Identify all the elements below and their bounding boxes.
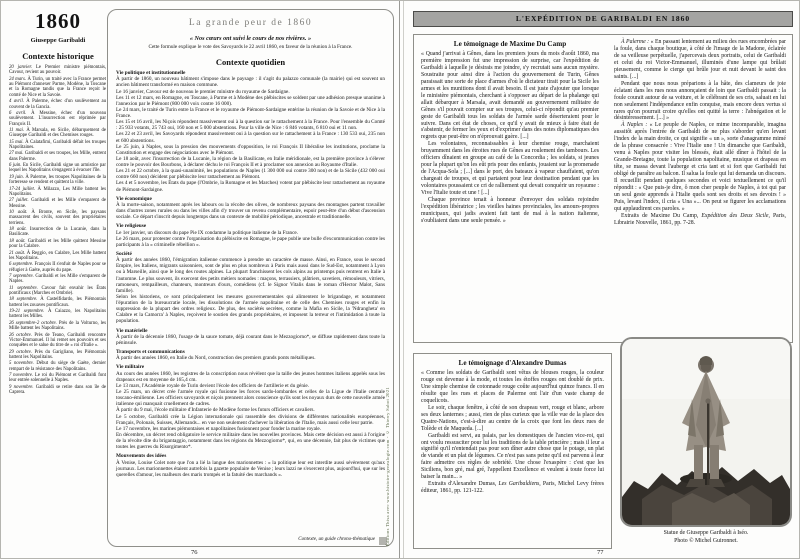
context-sections (116, 70, 385, 478)
du-camp-text-2 (614, 39, 786, 227)
dumas-box (413, 353, 612, 549)
chronology-entry: 6 avril. À Messine, échec d'un nouveau soulèvement. L'insurrection est réprimée par François II. (9, 110, 106, 127)
section-paragraph: En décembre, un décret rend obligatoire le service militaire dans les nouvelles provinces. Mais cette décision est aussi à l'origine de la révolte dite du brigantaggio, notamment dans les régions du Mezzogiorno*, qui, en une décennie, fait plus de victimes que toutes les guerres du Risorgimento*. (116, 431, 385, 451)
chronology-entry: 20 janvier. Le Premier ministre piémontais, Cavour, revient au pouvoir. (9, 65, 107, 76)
section-paragraph: Le 24 mars, le traité de Turin entre la France et le royaume de Piémont-Sardaigne entérine la réunion de la Savoie et de Nice à la France. (116, 106, 385, 119)
du-camp-box (413, 34, 793, 343)
chronology-entry: 19-21 septembre. À Caiazzo, les Napolitains battent les Milles. (9, 309, 106, 320)
source-attribution: Extraits de Maxime Du Camp, Expédition des Deux Sicile, Paris, Librairie Nouvelle, 1861, pp. 7-28. (614, 212, 786, 226)
page-number-left: 76 (191, 549, 198, 556)
box-title: La grande peur de 1860 (188, 18, 313, 28)
chronology-entry: 26 septembre-2 octobre. Près de la Volturno, les Mille battent les Napolitains. (9, 320, 106, 332)
section-paragraph: Les 4 et 5 novembre, les États du pape (l'Ombrie, la Romagne et les Marches) votent par plébiscite leur rattachement au royaume de Piémont-Sardaigne. (116, 180, 385, 193)
testimony-paragraph: « Quand j'arrivai à Gênes, dans les premiers jours du mois d'août 1860, ma première impression fut une impression de surprise, car l'expédition de Garibaldi à laquelle je désirais me joindre, s'y recrutait sans aucun mystère. Soustraite pour ainsi dire à l'action du gouvernement de Turin, Gênes paraissait une sorte de place d'armes d'où le dictateur tirait pour la Sicile les armes et les munitions dont il avait besoin. Il est juste d'ajouter que lorsque le ministère piémontais, cherchant à s'opposer au départ de la phalange qui allait débarquer à Marsala, avait demandé au gouvernement militaire de Gênes s'il pouvait compter sur ses troupes, celui-ci répondit qu'au premier geste de Garibaldi tous les soldats de l'armée sarde déserteraient pour le suivre. Dans cet état de choses, ce qu'il y avait de mieux à faire était de s'abstenir, de fermer les yeux et d'exprimer dans des notes diplomatiques des regrets que peut-être on n'éprouvait guère. [...] (421, 51, 599, 141)
section-paragraph: À partir des années 1860, l'émigration italienne commence à prendre un caractère de masse. Ainsi, en France, sous le second Empire, les Italiens, migrants saisonniers, sont de plus en plus nombreux à Paris mais aussi dans le Sud-Est, notamment à Lyon ou à Marseille, ainsi que le long des routes alpines. La plupart franchissent les cols alpins au printemps puis rentrent en Italie à l'automne. Le plus souvent, ils exercent des petits métiers nomades : maçons, terrassiers, plâtriers, savetiers, rémouleurs, vitriers, ramoneurs, rempailleurs, chanteurs, montreurs d'ours, comédiens (cf. le Signor Vitalis dans le roman d'Hector Malot, Sans famille). (116, 257, 385, 294)
chronology-entry: 4 avril. À Palerme, échec d'un soulèvement au couvent de la Gancia. (9, 99, 106, 110)
chronology-entry: 26 octobre. Près de Teano, Garibaldi rencontre Victor-Emmanuel. Il lui remet ses pouvoirs et ses conquêtes et le salue du titre de « roi d'Italie ». (9, 332, 106, 349)
section-heading: Vie militaire (116, 364, 145, 371)
garibaldi-statue-illustration (622, 339, 790, 525)
chronology-entry: 5 novembre. Début du siège de Gaète, dernier rempart de la résistance des Napolitains. (9, 361, 106, 372)
section-paragraph: Au cours des années 1860, les registres de la conscription nous révèlent que la taille des jeunes hommes italiens appelés sous les drapeaux est en moyenne de 165,4 cm. (116, 370, 385, 383)
page-gutter-line-2 (403, 1, 404, 558)
dumas-text (421, 370, 604, 495)
year-title: 1860 (35, 9, 81, 33)
chronology-entry: 17-24 juillet. À Milazzo, Les Mille battent les Napolitains. (9, 186, 107, 197)
section-heading: Vie politique et institutionnelle (116, 70, 186, 76)
testimony-paragraph: À Palerme : « En passant lentement au milieu des rues encombrées par la foule, dans chaque boutique, à côté de l'image de la Madone, éclairée de sa veilleuse perpétuelle, j'apercevais deux portraits, celui de Garibaldi et celui du roi Victor-Emmanuel, illuminés d'une lampe qui brûlait pieusement, comme le cierge qui brûle jour et nuit devant le saint des saints. [...] (614, 39, 786, 80)
chronology-entry: 6 septembre. François II s'enfuit de Naples pour se réfugier à Gaète, auprès du pape. (9, 262, 107, 273)
chronology-entry: 6 juin. En Sicile, Garibaldi signe un armistice par lequel les Napolitains s'engagent à évacuer l'île. (9, 163, 106, 174)
chronology-entry: 19 juin. À Palerme, les troupes Napolitaines de la forteresse se rendent et quittent la ville. (9, 174, 106, 186)
chronology-entry: 27 mai. Garibaldi et ses troupes, les Mille, entrent dans Palerme. (9, 151, 107, 162)
context-box (107, 9, 394, 547)
testimony-paragraph: À Naples : « Le peuple de Naples, ce mime incomparable, imagina aussitôt après l'entrée de Garibaldi de ne plus s'aborder qu'en levant l'index de la main droite, ce qui signifie « un », sorte d'anagramme mimé de la phrase consacrée : Vive l'Italie une ! Un dimanche que Garibaldi, venu à Naples pour visiter les blessés, était allé dîner à l'hôtel de la Grande-Bretagne, toute la population napolitaine, musique et drapeau en tête, se massa devant l'auberge et cria tant et si fort que Garibaldi fut obligé de paraître au balcon. Il salua la foule qui lui demanda un discours. Il recueillit pendant quelques secondes et voici textuellement ce qu'il répondit : « Que puis-je dire, ô mon cher peuple de Naples, à toi qui par un seul geste apprends à l'Italie quels sont ses droits et ses devoirs ! » Puis, levant l'index, il cria « Una »... On peut se figurer les acclamations qui applaudirent ces paroles. » (614, 122, 787, 212)
chronology-entry: 18 août. Insurrection de la Lucanie, dans la Basilicate. (9, 227, 106, 238)
section-paragraph: Le 16 janvier, Cavour est de nouveau le premier ministre du royaume de Sardaigne. (116, 88, 290, 95)
chronology-entry: 7 novembre. Le roi du Piémont et Garibaldi font leur entrée solennelle à Naples. (9, 373, 106, 384)
chapter-banner: L'EXPÉDITION DE GARIBALDI EN 1860 (413, 11, 793, 27)
testimony-paragraph: Le soir, chaque fenêtre, à côté de son drapeau vert, rouge et blanc, arbore ses deux lanternes ; aussi, rien de plus curieux que la ville vue de la place des Quatre-Nations, c'est-à-dire au centre de la croix que font les deux rues de Tolède et de Maqueda. [...] (421, 404, 604, 432)
testimony-paragraph: Les volontaires, reconnaissables à leur chemise rouge, marchaient bruyamment dans les étroites rues de Gênes au roulement des tambours. Les officiers dînaient en groupe au café de la Concordia ; les soldats, si jeunes pour la plupart qu'on les eût pris pour des enfants, jouaient sur la promenade de l'Acqua-Sola ; [...] dans le port, des bateaux à vapeur chauffaient, qu'on chargeait de troupes, et qui partaient pour leur destination pendant que les volontaires poussaient ce cri de ralliement qui devait conquérir un royaume : Vive l'Italie toute et une ! [...] (421, 141, 599, 197)
testimony-paragraph: « Comme les soldats de Garibaldi sont vêtus de blouses rouges, la couleur rouge est devenue à la mode, et toutes les étoffes rouges ont doublé de prix. Une simple chemise de cotonnade rouge coûte aujourd'hui quinze francs. Il en résulte que les rues et places de Palerme ont l'air d'un vaste champ de coquelicots. (421, 370, 604, 404)
statue-caption-line1: Statue de Giuseppe Garibaldi à Iséo. (663, 530, 749, 536)
section-heading: Mouvements des idées (116, 453, 167, 460)
section-paragraph: Le 25 juin, à Naples, sous la pression des mouvements d'opposition, le roi François II libéralise les institutions, proclame la Constitution et engage des négociations avec le Piémont. (116, 143, 385, 156)
chronology-entry: 10 août. À Bronte, en Sicile, les paysans massacrent des civils, souvent des propriétaires terriens. (9, 209, 106, 226)
dumas-heading: Le témoignage d'Alexandre Dumas (458, 359, 567, 367)
du-camp-text-1 (421, 51, 599, 225)
testimony-paragraph: Pendant que nous nous préparions à la hâte, des clameurs de joie éclatant dans les rues nous annonçaient de loin que Garibaldi passait : la foule courait autour de sa voiture, et le célébrant de ses cris, saluait en lui non seulement l'indépendance enfin conquise, mais encore deux vertus si rares qu'on pourrait croire qu'elles ont quitté la terre : l'abnégation et le désintéressement. [...] » (614, 80, 786, 122)
statue-caption (613, 530, 799, 545)
section-heading: Vie matérielle (116, 327, 148, 334)
statue-caption-line2: Photo © Michel Guironnet. (674, 537, 738, 544)
chronology-entry: 18 septembre. À Castelfidardo, les Piémontais battent les zouaves pontificaux. (9, 297, 106, 308)
page-gutter-line (399, 1, 400, 558)
chronology-entry: 11 mai. À Marsala, en Sicile, débarquement de Giuseppe Garibaldi et des Chemises rouges. (9, 127, 106, 139)
section-paragraph: Les 15 et 16 avril, les Niçois répondent massivement oui à la question sur le rattachement à la France. Pour l'ensemble du Comté : 25 933 votants, 25 743 oui, 160 non et 5 000 abstentions. Pour la ville de Nice : 6 846 votants, 6 810 oui et 11 non. (116, 119, 385, 132)
section-paragraph: Le 5 octobre, Garibaldi crée la Légion internationale qui rassemble des divisions de différentes nationalités européennes, Français, Polonais, Suisses, Allemands... en vue non seulement d'achever la libération de l'Italie, mais aussi celle leur patrie. (116, 413, 385, 426)
section-heading: Vie économique (116, 195, 152, 202)
section-paragraph: Les 22 et 23 avril, les Savoyards répondent massivement oui à la question sur le rattachement à la France : 130 533 oui, 235 non et 600 abstentions. (116, 131, 385, 144)
statue-photo (620, 337, 792, 527)
section-paragraph: À partir du 9 mai, l'école militaire d'Infanterie de Modène forme les futurs officiers et cavaliers. (116, 407, 315, 414)
section-paragraph: Le 17 novembre, les marines piémontaises et napolitaines fusionnent pour fonder la marine royale. (116, 425, 321, 432)
savoy-quote-note: Cette formule explique le vote des Savoyards le 22 avril 1860, en faveur de la réunion à la France. (148, 44, 353, 50)
section-paragraph: Les 11 et 12 mars, en Romagne, en Toscane, à Parme et à Modène des plébiscites se soldent par une adhésion presque unanime à l'annexion par le Piémont (800 000 voix contre 16 000). (116, 94, 385, 107)
chronology-entry: 24 mars. À Turin, un traité avec la France permet au Piémont d'annexer Parme, Modène, la Toscane et la Romagne tandis que la France reçoit le comté de Nice et la Savoie. (9, 76, 106, 98)
section-paragraph: À la morte-saison, notamment après les labours ou la récolte des olives, de nombreux paysans des montagnes partent travailler dans d'autres zones rurales ou dans les villes afin d'y trouver un revenu complémentaire, espoir peut-être d'un début d'ascension sociale. Ce départ s'inscrit depuis longtemps dans un contexte de mobilité périodique, ancestrale et traditionnelle. (116, 201, 385, 221)
section-paragraph: À partir de 1860, un nouveau bâtiment s'impose dans le paysage : il s'agit du palazzo comunale (la mairie) qui est souvent un ancien bâtiment transformé en maison commune. (116, 76, 385, 89)
section-paragraph: Selon les historiens, ce sont principalement les mesures gouvernementales qui alimentent le brigandage, et notamment l'épuration de la bureaucratie locale, les dissolutions de l'armée napolitaine et de celle des Chemises rouges et enfin la suppression de la plupart des ordres religieux. De plus, des sociétés secrètes, comme la Mafia en Sicile, la 'Ndrangheta' en Calabre et la Camorra' à Naples, reçoivent le soutien des grands propriétaires, et imposent la terreur et l'intimidation à toute la population. (116, 293, 385, 325)
testimony-paragraph: Garibaldi est servi, au palais, par les domestiques de l'ancien vice-roi, qui ont voulu ressusciter pour lui les traditions de la table princière ; mais il leur a signifié qu'il n'entendait pas pour son dîner autre chose que le potage, un plat de viande et un plat de légumes. Ce n'est pas sans peine qu'il est parvenu à leur faire admettre ces règles de sobriété. Une chose l'exaspère : c'est que les Siciliens, bon gré, mal gré, l'appellent Excellence et veulent à toute force lui baiser la main... » (421, 432, 604, 481)
chronology-entry: 9 novembre. Garibaldi se retire dans son île de Caprera. (9, 384, 106, 396)
section-paragraph: À partir des années 1860, en Italie du Nord, construction des premiers grands ponts métalliques. (116, 355, 316, 362)
page-number-right: 77 (597, 549, 604, 556)
source-attribution: Extraits d'Alexandre Dumas, Les Garibaldiens, Paris, Michel Levy frères éditeur, 1861, pp. 121-122. (421, 481, 604, 495)
chronology-entry: 11 septembre. Cavour fait envahir les États pontificaux (Marches et Ombrie). (9, 285, 106, 297)
chronology-entry: 21 août. À Reggio, en Calabre, Les Mille battent les Napolitains. (9, 250, 106, 261)
section-paragraph: Le 18 août, avec l'insurrection de la Lucanie, la région de la Basilicate, en Italie méridionale, est la première province à s'élever contre le pouvoir des Bourbons, à déclarer déchu le roi François II et à proclamer son annexion au Royaume d'Italie. (116, 155, 385, 168)
section-heading: Vie religieuse (116, 223, 147, 230)
publisher-credit-vertical: Éditions Thisa avec www.histoire-genealogie.com - © Thierry Sabot 2021 (385, 387, 390, 546)
section-heading: Transports et communications (116, 349, 185, 355)
du-camp-column-1 (421, 39, 599, 225)
section-paragraph: À Venise, Louise Colet note que l'on a lié la langue des marionnettes : « la politique leur est interdite aussi sévèrement qu'aux journaux. Les marionnettes étaient autrefois la gazette populaire de Venise ; leurs lazzi ne s'exercent plus, aujourd'hui, que sur les querelles d'amour, les malheurs des maris trompés et la fatuité des marchands ». (116, 459, 385, 478)
author-name: Giuseppe Garibaldi (30, 37, 86, 44)
savoy-quote: « Nos cœurs ont suivi le cours de nos rivières. » (189, 35, 312, 42)
section-paragraph: Le 26 mars, pour protester contre l'organisation du plébiscite en Romagne, le pape publie une bulle d'excommunication contre les participants à la « criminelle rébellion ». (116, 235, 385, 248)
chronology-entry: 7 septembre. Garibaldi et les Mille s'emparent de Naples. (9, 273, 106, 285)
testimony-paragraph: Chaque province tenait à honneur d'envoyer des soldats rejoindre l'expédition libératrice ; les vieilles haines provinciales, les amours-propres municipaux, qui jadis avaient fait tant de mal à la nation italienne, s'oubliaient dans une seule pensée. » (421, 197, 599, 224)
section-paragraph: Le 13 mars, l'Académie royale de Turin devient l'école des officiers de l'artillerie et du génie. (116, 382, 309, 389)
chronology-heading: Contexte historique (22, 51, 94, 61)
du-camp-column-2 (614, 39, 786, 227)
chronology-entry: 18 août. Garibaldi et les Mille quittent Messine pour la Calabre. (9, 238, 106, 250)
chronology-entry: 27 juillet. Garibaldi et les Mille s'emparent de Messine. (9, 198, 106, 209)
collection-footer: Contexte, un guide chrono-thématique (298, 537, 375, 542)
context-quotidien-heading: Contexte quotidien (215, 57, 286, 67)
section-paragraph: Le 1er janvier, un discours du pape Pie IX condamne la politique italienne de la France. (116, 229, 299, 236)
section-paragraph: À partir de la décennie 1860, l'usage de la sauce tomate, déjà courant dans le Mezzogiorno*, se diffuse rapidement dans toute la péninsule. (116, 333, 385, 346)
section-heading: Société (116, 250, 132, 257)
section-paragraph: Le 25 mars, un décret crée l'armée royale qui fusionne les forces sardo-lombardes et celles de la Ligue de l'Italie centrale toscano-émilienne. Les officiers savoyards et niçois prennent alors conscience qu'ils sont les noyaux durs de cette nouvelle armée italienne qui manquait cruellement de cadres. (116, 389, 385, 408)
section-paragraph: Les 21 et 22 octobre, à la quasi-unanimité, les populations de Naples (1 300 000 oui contre 300 non) et de la Sicile (432 000 oui contre 660 non) décident par plébiscite leur rattachement au Piémont. (116, 168, 385, 181)
chronology-list (9, 65, 106, 396)
chronology-entry: 15 mai. À Calatafimi, Garibaldi défait les troupes Napolitaines. (9, 139, 107, 151)
du-camp-heading: Le témoignage de Maxime Du Camp (453, 40, 567, 48)
chronology-entry: 29 octobre. Près du Garigliano, les Piémontais battent les Napolitains. (9, 349, 107, 360)
